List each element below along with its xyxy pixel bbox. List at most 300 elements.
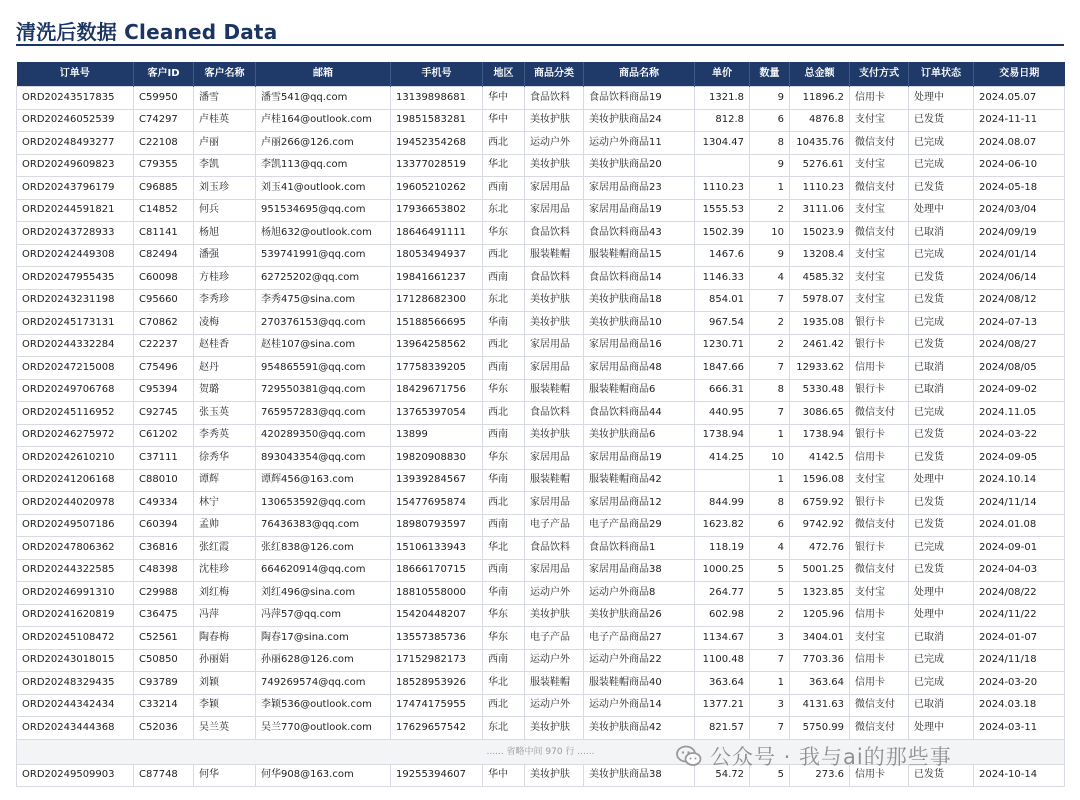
cell-product-name: 美妆护肤商品24 [584, 109, 695, 132]
cell-email: 刘红496@sina.com [256, 582, 391, 605]
cell-category: 美妆护肤 [525, 717, 584, 740]
cell-phone: 17629657542 [391, 717, 483, 740]
col-customer-name[interactable]: 客户名称 [194, 62, 256, 87]
table-row [17, 177, 1065, 200]
cell-customer-name: 方桂珍 [194, 267, 256, 290]
cell-phone: 13899 [391, 424, 483, 447]
cell-email: 420289350@qq.com [256, 424, 391, 447]
cell-payment: 支付宝 [850, 289, 909, 312]
cell-quantity: 1 [750, 469, 790, 492]
col-product-name[interactable]: 商品名称 [584, 62, 695, 87]
cell-payment: 微信支付 [850, 717, 909, 740]
cell-date: 2024/11/14 [974, 492, 1065, 515]
cell-payment: 微信支付 [850, 177, 909, 200]
cell-region: 西南 [483, 357, 525, 380]
cell-unit-price: 118.19 [695, 537, 750, 560]
cell-customer-id: C79355 [134, 154, 194, 177]
cell-unit-price: 440.95 [695, 402, 750, 425]
cell-phone: 19452354268 [391, 132, 483, 155]
cell-order-id: ORD20243728933 [17, 222, 134, 245]
cell-category: 食品饮料 [525, 222, 584, 245]
cell-customer-id: C59950 [134, 87, 194, 110]
cell-customer-id: C29988 [134, 582, 194, 605]
cell-payment: 信用卡 [850, 447, 909, 470]
cell-region: 华南 [483, 469, 525, 492]
cell-total: 5276.61 [790, 154, 850, 177]
cell-product-name: 食品饮料商品43 [584, 222, 695, 245]
cell-customer-id: C95660 [134, 289, 194, 312]
cell-region: 西北 [483, 402, 525, 425]
cell-date: 2024-09-02 [974, 379, 1065, 402]
cell-status: 已发货 [909, 447, 974, 470]
cell-unit-price: 363.64 [695, 672, 750, 695]
cell-email: 潘雪541@qq.com [256, 87, 391, 110]
cell-payment: 微信支付 [850, 514, 909, 537]
cell-category: 美妆护肤 [525, 289, 584, 312]
cell-order-id: ORD20249507186 [17, 514, 134, 537]
cell-unit-price: 844.99 [695, 492, 750, 515]
cell-region: 西北 [483, 244, 525, 267]
cell-unit-price [695, 154, 750, 177]
cell-phone: 15420448207 [391, 604, 483, 627]
cell-payment: 微信支付 [850, 222, 909, 245]
cell-quantity: 4 [750, 267, 790, 290]
cell-quantity: 8 [750, 492, 790, 515]
col-order-id[interactable]: 订单号 [17, 62, 134, 87]
cell-status: 已完成 [909, 402, 974, 425]
cell-quantity: 10 [750, 222, 790, 245]
cell-category: 服装鞋帽 [525, 379, 584, 402]
cell-email: 954865591@qq.com [256, 357, 391, 380]
cell-payment: 支付宝 [850, 582, 909, 605]
cell-category: 运动户外 [525, 132, 584, 155]
cell-payment: 银行卡 [850, 492, 909, 515]
cell-customer-name: 冯萍 [194, 604, 256, 627]
cell-category: 家居用品 [525, 357, 584, 380]
cell-order-id: ORD20247806362 [17, 537, 134, 560]
cell-total: 5330.48 [790, 379, 850, 402]
cell-customer-id: C87748 [134, 764, 194, 787]
cell-status: 已发货 [909, 289, 974, 312]
cell-category: 食品饮料 [525, 402, 584, 425]
cell-category: 家居用品 [525, 177, 584, 200]
table-row [17, 334, 1065, 357]
cell-customer-name: 孟帅 [194, 514, 256, 537]
col-quantity[interactable]: 数量 [750, 62, 790, 87]
cell-email: 893043354@qq.com [256, 447, 391, 470]
cell-product-name: 家居用品商品23 [584, 177, 695, 200]
cell-order-id: ORD20249706768 [17, 379, 134, 402]
col-payment[interactable]: 支付方式 [850, 62, 909, 87]
cell-quantity: 6 [750, 109, 790, 132]
cell-category: 服装鞋帽 [525, 244, 584, 267]
cell-customer-name: 赵丹 [194, 357, 256, 380]
table-row [17, 604, 1065, 627]
cell-total: 5750.99 [790, 717, 850, 740]
cell-total: 5978.07 [790, 289, 850, 312]
cell-phone: 19820908830 [391, 447, 483, 470]
col-email[interactable]: 邮箱 [256, 62, 391, 87]
cell-customer-id: C50850 [134, 649, 194, 672]
cell-total: 472.76 [790, 537, 850, 560]
cell-product-name: 家居用品商品16 [584, 334, 695, 357]
cell-phone: 17152982173 [391, 649, 483, 672]
cell-date: 2024-06-10 [974, 154, 1065, 177]
cell-status: 已发货 [909, 177, 974, 200]
cell-customer-id: C93789 [134, 672, 194, 695]
cell-phone: 18429671756 [391, 379, 483, 402]
table-row [17, 627, 1065, 650]
cell-status: 处理中 [909, 717, 974, 740]
cell-category: 运动户外 [525, 582, 584, 605]
cell-status: 已完成 [909, 132, 974, 155]
table-row [17, 649, 1065, 672]
table-row [17, 582, 1065, 605]
cell-unit-price: 1623.82 [695, 514, 750, 537]
cell-phone: 13939284567 [391, 469, 483, 492]
cell-unit-price: 264.77 [695, 582, 750, 605]
header-row [17, 62, 1065, 87]
cell-status: 已发货 [909, 514, 974, 537]
cell-total: 5001.25 [790, 559, 850, 582]
cell-phone: 13964258562 [391, 334, 483, 357]
cell-total: 9742.92 [790, 514, 850, 537]
cell-email: 赵桂107@sina.com [256, 334, 391, 357]
cell-region: 西南 [483, 514, 525, 537]
cell-payment: 银行卡 [850, 312, 909, 335]
cell-customer-id: C52561 [134, 627, 194, 650]
cell-customer-name: 潘强 [194, 244, 256, 267]
cell-email: 刘玉41@outlook.com [256, 177, 391, 200]
cell-email: 陶春17@sina.com [256, 627, 391, 650]
col-unit-price[interactable]: 单价 [695, 62, 750, 87]
cell-phone: 18646491111 [391, 222, 483, 245]
cell-email: 76436383@qq.com [256, 514, 391, 537]
cell-email: 李颖536@outlook.com [256, 694, 391, 717]
cell-product-name: 美妆护肤商品18 [584, 289, 695, 312]
cell-total: 3086.65 [790, 402, 850, 425]
cell-customer-id: C14852 [134, 199, 194, 222]
cell-customer-name: 徐秀华 [194, 447, 256, 470]
cell-customer-name: 刘玉珍 [194, 177, 256, 200]
cell-payment: 银行卡 [850, 379, 909, 402]
cell-status: 已取消 [909, 694, 974, 717]
cell-category: 电子产品 [525, 514, 584, 537]
cell-product-name: 电子产品商品27 [584, 627, 695, 650]
cell-phone: 17128682300 [391, 289, 483, 312]
cell-product-name: 食品饮料商品14 [584, 267, 695, 290]
cell-customer-name: 刘红梅 [194, 582, 256, 605]
cell-customer-id: C33214 [134, 694, 194, 717]
cell-date: 2024-07-13 [974, 312, 1065, 335]
cell-customer-id: C74297 [134, 109, 194, 132]
cell-customer-name: 李秀英 [194, 424, 256, 447]
cell-status: 已发货 [909, 424, 974, 447]
cell-email: 谭辉456@163.com [256, 469, 391, 492]
table-row [17, 514, 1065, 537]
cell-region: 华东 [483, 379, 525, 402]
cell-order-id: ORD20242449308 [17, 244, 134, 267]
cell-date: 2024.08.07 [974, 132, 1065, 155]
cell-total: 3111.06 [790, 199, 850, 222]
cell-phone: 13377028519 [391, 154, 483, 177]
col-status[interactable]: 订单状态 [909, 62, 974, 87]
cell-region: 华北 [483, 537, 525, 560]
cell-total: 1323.85 [790, 582, 850, 605]
cell-quantity: 9 [750, 244, 790, 267]
cell-total: 1596.08 [790, 469, 850, 492]
col-date[interactable]: 交易日期 [974, 62, 1065, 87]
cell-customer-id: C60394 [134, 514, 194, 537]
cell-status: 处理中 [909, 87, 974, 110]
cell-status: 处理中 [909, 199, 974, 222]
cell-category: 美妆护肤 [525, 604, 584, 627]
cell-order-id: ORD20244332284 [17, 334, 134, 357]
cell-category: 运动户外 [525, 694, 584, 717]
cell-phone: 19851583281 [391, 109, 483, 132]
table-row [17, 469, 1065, 492]
table-row [17, 154, 1065, 177]
cell-date: 2024.10.14 [974, 469, 1065, 492]
cell-order-id: ORD20247215008 [17, 357, 134, 380]
cell-date: 2024-03-11 [974, 717, 1065, 740]
cell-payment: 支付宝 [850, 154, 909, 177]
cell-customer-name: 陶春梅 [194, 627, 256, 650]
table-row [17, 694, 1065, 717]
cell-customer-name: 凌梅 [194, 312, 256, 335]
cell-payment: 微信支付 [850, 694, 909, 717]
cell-payment: 支付宝 [850, 469, 909, 492]
cell-status: 已发货 [909, 492, 974, 515]
cell-date: 2024-09-01 [974, 537, 1065, 560]
cell-order-id: ORD20244342434 [17, 694, 134, 717]
cell-total: 7703.36 [790, 649, 850, 672]
cell-quantity: 2 [750, 604, 790, 627]
table-row [17, 559, 1065, 582]
col-customer-id[interactable]: 客户ID [134, 62, 194, 87]
cell-order-id: ORD20242610210 [17, 447, 134, 470]
cell-date: 2024/11/22 [974, 604, 1065, 627]
cell-order-id: ORD20247955435 [17, 267, 134, 290]
cell-status: 处理中 [909, 582, 974, 605]
cell-customer-name: 杨旭 [194, 222, 256, 245]
cell-unit-price: 1000.25 [695, 559, 750, 582]
cell-customer-name: 卢桂英 [194, 109, 256, 132]
cell-unit-price: 1230.71 [695, 334, 750, 357]
cell-region: 华南 [483, 312, 525, 335]
cell-total: 13208.4 [790, 244, 850, 267]
cell-customer-id: C82494 [134, 244, 194, 267]
cell-order-id: ORD20249609823 [17, 154, 134, 177]
cell-unit-price: 821.57 [695, 717, 750, 740]
cell-date: 2024-04-03 [974, 559, 1065, 582]
cell-total: 1205.96 [790, 604, 850, 627]
cell-customer-id: C52036 [134, 717, 194, 740]
cell-product-name: 电子产品商品29 [584, 514, 695, 537]
cell-email: 270376153@qq.com [256, 312, 391, 335]
cell-order-id: ORD20248329435 [17, 672, 134, 695]
cell-unit-price: 1321.8 [695, 87, 750, 110]
cell-product-name: 服装鞋帽商品6 [584, 379, 695, 402]
cell-quantity: 7 [750, 649, 790, 672]
cell-customer-id: C49334 [134, 492, 194, 515]
cell-payment: 微信支付 [850, 132, 909, 155]
cell-email: 62725202@qq.com [256, 267, 391, 290]
cell-region: 华中 [483, 87, 525, 110]
cell-order-id: ORD20243517835 [17, 87, 134, 110]
cell-quantity: 1 [750, 177, 790, 200]
cell-customer-name: 赵桂香 [194, 334, 256, 357]
cell-customer-name: 张红霞 [194, 537, 256, 560]
cell-email: 何华908@163.com [256, 764, 391, 787]
title-divider [16, 44, 1064, 46]
cell-quantity: 7 [750, 357, 790, 380]
watermark-text: 公众号 · 我与ai的那些事 [710, 745, 952, 769]
cell-phone: 18053494937 [391, 244, 483, 267]
cell-payment: 支付宝 [850, 267, 909, 290]
cell-product-name: 家居用品商品48 [584, 357, 695, 380]
table-row [17, 267, 1065, 290]
cell-quantity: 8 [750, 132, 790, 155]
cell-date: 2024-01-07 [974, 627, 1065, 650]
cell-unit-price: 666.31 [695, 379, 750, 402]
cell-date: 2024.03.18 [974, 694, 1065, 717]
cell-customer-name: 沈桂珍 [194, 559, 256, 582]
cell-date: 2024.05.07 [974, 87, 1065, 110]
cell-phone: 18528953926 [391, 672, 483, 695]
cell-total: 10435.76 [790, 132, 850, 155]
cell-unit-price: 1134.67 [695, 627, 750, 650]
cell-email: 130653592@qq.com [256, 492, 391, 515]
cell-total: 6759.92 [790, 492, 850, 515]
cell-quantity: 5 [750, 764, 790, 787]
cell-product-name: 美妆护肤商品6 [584, 424, 695, 447]
cell-region: 东北 [483, 199, 525, 222]
table-row [17, 289, 1065, 312]
cell-status: 已完成 [909, 537, 974, 560]
cell-email: 杨旭632@outlook.com [256, 222, 391, 245]
cell-date: 2024.11.05 [974, 402, 1065, 425]
cell-order-id: ORD20245108472 [17, 627, 134, 650]
cell-customer-name: 何兵 [194, 199, 256, 222]
cell-quantity: 5 [750, 582, 790, 605]
cell-email: 664620914@qq.com [256, 559, 391, 582]
cell-order-id: ORD20246991310 [17, 582, 134, 605]
cell-order-id: ORD20249509903 [17, 764, 134, 787]
cell-region: 华东 [483, 627, 525, 650]
cell-category: 家居用品 [525, 559, 584, 582]
cell-status: 已发货 [909, 559, 974, 582]
cell-quantity: 7 [750, 717, 790, 740]
cell-phone: 15477695874 [391, 492, 483, 515]
cell-customer-id: C60098 [134, 267, 194, 290]
col-category[interactable]: 商品分类 [525, 62, 584, 87]
cell-region: 西南 [483, 177, 525, 200]
cell-category: 服装鞋帽 [525, 469, 584, 492]
cell-quantity: 6 [750, 514, 790, 537]
cell-phone: 15106133943 [391, 537, 483, 560]
cell-payment: 信用卡 [850, 87, 909, 110]
cell-total: 4876.8 [790, 109, 850, 132]
cell-product-name: 服装鞋帽商品42 [584, 469, 695, 492]
cell-payment: 支付宝 [850, 244, 909, 267]
cell-order-id: ORD20243231198 [17, 289, 134, 312]
cell-phone: 17936653802 [391, 199, 483, 222]
cell-order-id: ORD20244020978 [17, 492, 134, 515]
cell-region: 西北 [483, 492, 525, 515]
cell-date: 2024/08/22 [974, 582, 1065, 605]
cell-unit-price: 414.25 [695, 447, 750, 470]
cell-status: 已取消 [909, 379, 974, 402]
cell-payment: 微信支付 [850, 559, 909, 582]
cell-order-id: ORD20243796179 [17, 177, 134, 200]
cell-email: 孙丽628@126.com [256, 649, 391, 672]
cell-quantity: 5 [750, 559, 790, 582]
cell-product-name: 运动户外商品14 [584, 694, 695, 717]
cell-customer-name: 吴兰英 [194, 717, 256, 740]
cell-category: 美妆护肤 [525, 109, 584, 132]
cell-phone: 15188566695 [391, 312, 483, 335]
cell-order-id: ORD20246052539 [17, 109, 134, 132]
table-row [17, 357, 1065, 380]
cell-product-name: 运动户外商品11 [584, 132, 695, 155]
cell-customer-id: C95394 [134, 379, 194, 402]
cell-status: 已完成 [909, 672, 974, 695]
cell-product-name: 美妆护肤商品42 [584, 717, 695, 740]
cell-email: 749269574@qq.com [256, 672, 391, 695]
col-total[interactable]: 总金额 [790, 62, 850, 87]
table-row [17, 424, 1065, 447]
col-phone[interactable]: 手机号 [391, 62, 483, 87]
table-row [17, 672, 1065, 695]
cell-unit-price: 967.54 [695, 312, 750, 335]
cell-quantity: 8 [750, 379, 790, 402]
cell-category: 食品饮料 [525, 267, 584, 290]
cell-unit-price: 54.72 [695, 764, 750, 787]
cell-date: 2024/11/18 [974, 649, 1065, 672]
cell-email: 李凯113@qq.com [256, 154, 391, 177]
cell-payment: 微信支付 [850, 402, 909, 425]
cell-unit-price: 812.8 [695, 109, 750, 132]
cell-phone: 13765397054 [391, 402, 483, 425]
cell-product-name: 家居用品商品12 [584, 492, 695, 515]
cell-phone: 13139898681 [391, 87, 483, 110]
cell-customer-id: C22108 [134, 132, 194, 155]
col-region[interactable]: 地区 [483, 62, 525, 87]
cell-product-name: 食品饮料商品1 [584, 537, 695, 560]
cell-product-name: 美妆护肤商品20 [584, 154, 695, 177]
cell-customer-name: 刘颖 [194, 672, 256, 695]
cell-customer-id: C96885 [134, 177, 194, 200]
cell-email: 冯萍57@qq.com [256, 604, 391, 627]
cell-customer-id: C81141 [134, 222, 194, 245]
cell-quantity: 2 [750, 199, 790, 222]
cell-date: 2024/03/04 [974, 199, 1065, 222]
cell-status: 已完成 [909, 154, 974, 177]
cell-category: 美妆护肤 [525, 154, 584, 177]
cell-product-name: 家居用品商品19 [584, 447, 695, 470]
cell-email: 张红838@126.com [256, 537, 391, 560]
table-row [17, 379, 1065, 402]
cell-status: 已发货 [909, 267, 974, 290]
cell-product-name: 家居用品商品19 [584, 199, 695, 222]
cell-category: 美妆护肤 [525, 312, 584, 335]
cell-category: 服装鞋帽 [525, 672, 584, 695]
cell-quantity: 10 [750, 447, 790, 470]
cell-status: 处理中 [909, 604, 974, 627]
cell-category: 家居用品 [525, 334, 584, 357]
cell-quantity: 2 [750, 334, 790, 357]
